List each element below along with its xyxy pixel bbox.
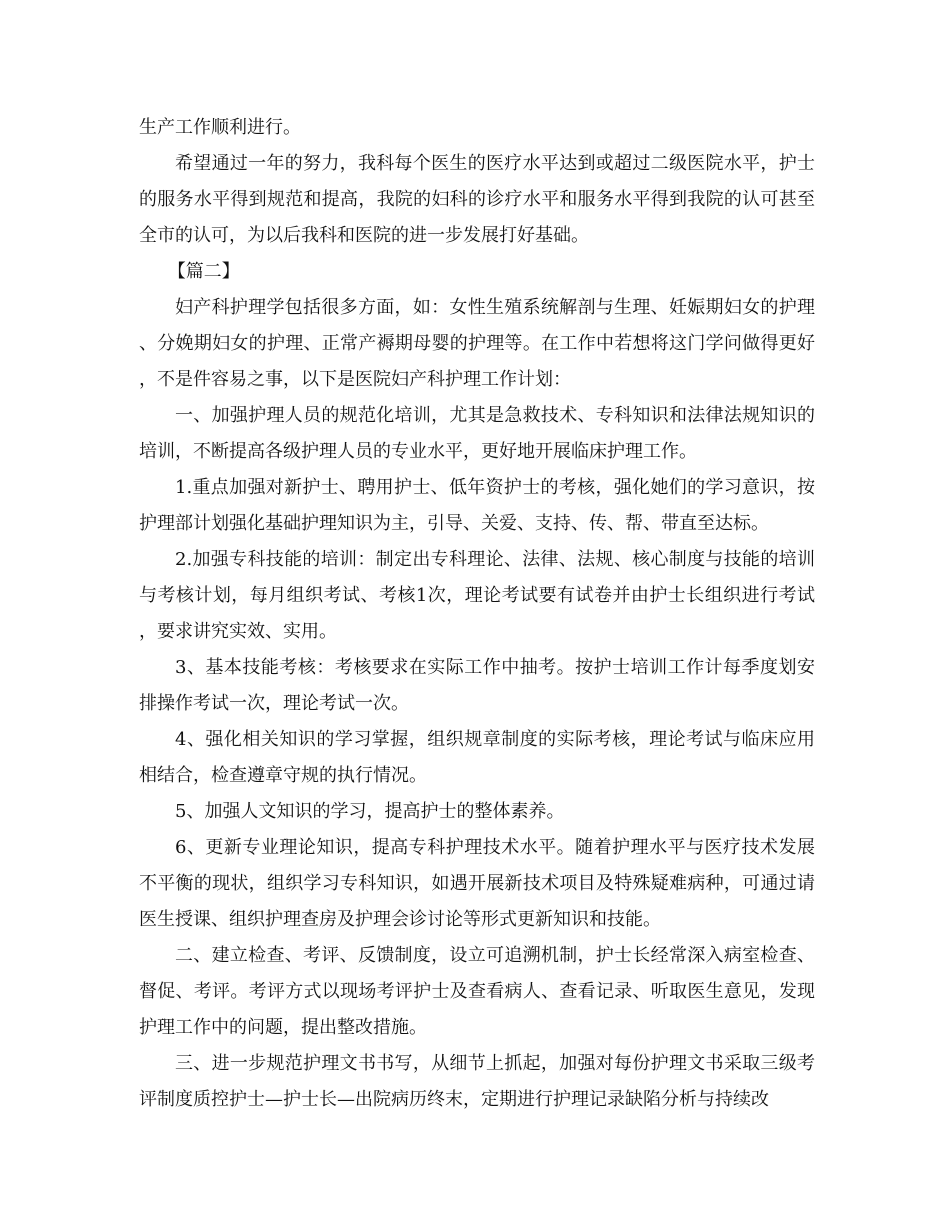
paragraph-documentation: 三、进一步规范护理文书书写，从细节上抓起，加强对每份护理文书采取三级考评制度质控护士—护士长—出院病历终末，定期进行护理记录缺陷分析与持续改 xyxy=(139,1053,815,1110)
section-heading: 【篇二】 xyxy=(167,261,240,282)
paragraph-intro: 妇产科护理学包括很多方面，如：女性生殖系统解剖与生理、妊娠期妇女的护理、分娩期妇女的护理、正常产褥期母婴的护理等。在工作中若想将这门学问做得更好，不是件容易之事，以下是医院妇产科护理工作计划： xyxy=(139,297,815,390)
paragraph-item-2: 2.加强专科技能的培训：制定出专科理论、法律、法规、核心制度与技能的培训与考核计划，每月组织考试、考核1次，理论考试要有试卷并由护士长组织进行考试，要求讲究实效、实用。 xyxy=(139,549,815,642)
continuation-line: 生产工作顺利进行。 xyxy=(139,117,301,138)
paragraph-item-1: 1.重点加强对新护士、聘用护士、低年资护士的考核，强化她们的学习意识，按护理部计划强化基础护理知识为主，引导、关爱、支持、传、帮、带直至达标。 xyxy=(139,477,815,534)
paragraph-item-5: 5、加强人文知识的学习，提高护士的整体素养。 xyxy=(175,801,565,822)
paragraph-training: 一、加强护理人员的规范化培训，尤其是急救技术、专科知识和法律法规知识的培训，不断提高各级护理人员的专业水平，更好地开展临床护理工作。 xyxy=(139,405,815,462)
paragraph-item-6: 6、更新专业理论知识，提高专科护理技术水平。随着护理水平与医疗技术发展不平衡的现状，组织学习专科知识，如遇开展新技术项目及特殊疑难病种，可通过请医生授课、组织护理查房及护理会诊讨论等形式更新知识和技能。 xyxy=(139,837,815,930)
paragraph-hope: 希望通过一年的努力，我科每个医生的医疗水平达到或超过二级医院水平，护士的服务水平得到规范和提高，我院的妇科的诊疗水平和服务水平得到我院的认可甚至全市的认可，为以后我科和医院的进一步发展打好基础。 xyxy=(139,153,815,246)
paragraph-item-3: 3、基本技能考核：考核要求在实际工作中抽考。按护士培训工作计每季度划安排操作考试一次，理论考试一次。 xyxy=(139,657,815,714)
paragraph-inspection: 二、建立检查、考评、反馈制度，设立可追溯机制，护士长经常深入病室检查、督促、考评。考评方式以现场考评护士及查看病人、查看记录、听取医生意见，发现护理工作中的问题，提出整改措施。 xyxy=(139,945,815,1038)
paragraph-item-4: 4、强化相关知识的学习掌握，组织规章制度的实际考核，理论考试与临床应用相结合，检查遵章守规的执行情况。 xyxy=(139,729,815,786)
document-body xyxy=(139,110,815,1118)
